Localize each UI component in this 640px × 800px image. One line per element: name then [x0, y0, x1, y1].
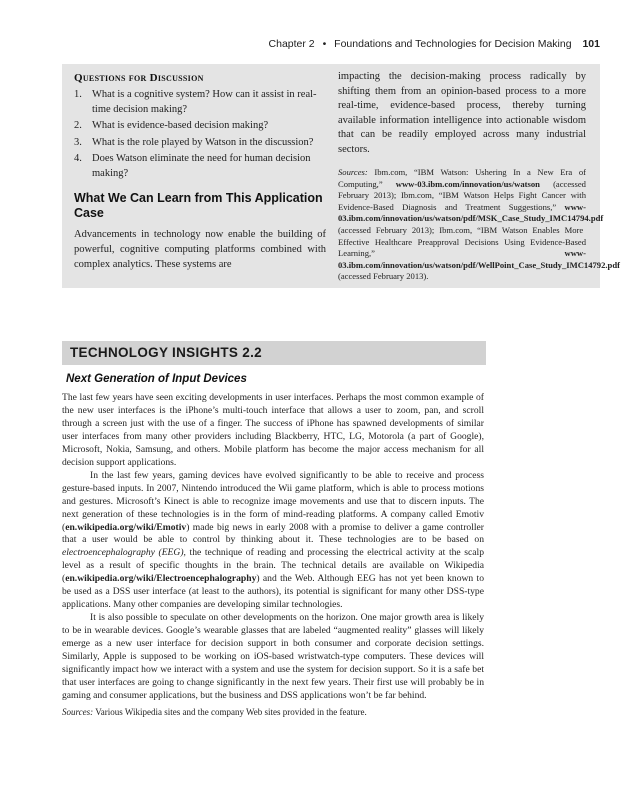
- question-item: [74, 88, 326, 117]
- question-item: [74, 119, 326, 134]
- question-text: What is evidence-based decision making?: [92, 120, 269, 131]
- sources-text: (accessed February 2013).: [338, 271, 429, 282]
- learn-heading: What We Can Learn from This Application Case: [74, 191, 323, 220]
- question-number: 4.: [74, 153, 82, 164]
- sources-label: Sources:: [62, 706, 94, 717]
- question-number: 1.: [74, 89, 82, 100]
- tech-insights-subtitle: Next Generation of Input Devices: [66, 373, 247, 385]
- question-item: [74, 152, 326, 181]
- body-text: the technique of reading and processing the electrical activity at the scalp level as a result of specific thoughts in the brain. The technical details are available on Wikipedia (: [62, 547, 484, 585]
- sources-label: Sources:: [338, 167, 368, 177]
- body-paragraph: It is also possible to speculate on other developments on the horizon. One major growth area is likely to be in wearable devices. Google’s wearable glasses that are labeled “augmented reality” glasses will likely emerge as a new user interface for decision support in both consumer and corporate decision settings. Similarly, Apple is supposed to be working on iOS-based wristwatch-type computers. These devices will significantly impact how we interact with a system and use the system for decision support. So it is a safe bet that user interfaces are going to change significantly in the next few years. Their first use will probably be in gaming and consumer applications, but the business and DSS applications won’t be far behind.: [62, 612, 484, 701]
- questions-list: [74, 88, 326, 181]
- application-case-box: [62, 64, 620, 288]
- case-right-column: [338, 70, 620, 283]
- learn-paragraph: Advancements in technology now enable the building of powerful, cognitive computing platforms combined with complex analytics. These systems are: [74, 229, 326, 270]
- body-paragraph: [62, 470, 484, 612]
- question-number: 3.: [74, 136, 82, 148]
- eeg-link[interactable]: en.wikipedia.org/wiki/Electroencephalography: [65, 573, 257, 585]
- sources-text: Various Wikipedia sites and the company Web sites provided in the feature.: [93, 706, 367, 717]
- emotiv-link[interactable]: en.wikipedia.org/wiki/Emotiv: [65, 521, 187, 533]
- tech-insights-title: TECHNOLOGY INSIGHTS 2.2: [70, 345, 262, 360]
- body-text: ) made big news in early 2008 with a promise to deliver a game controller that a user would be able to control by thinking about it. These technologies are to be based on: [62, 521, 484, 546]
- question-text: What is the role played by Watson in the discussion?: [92, 136, 314, 148]
- learn-paragraph-continued: impacting the decision-making process radically by shifting them from an opinion-based process to a more real-time, evidence-based process, thereby turning available information intelligence into actionable wisdom that can be readily employed across many industrial sectors.: [338, 71, 586, 155]
- tech-insights-header-bar: [62, 341, 486, 365]
- tech-insights-body: [62, 392, 484, 719]
- body-text: In the last few years, gaming devices have evolved significantly to be able to receive and process gesture-based inputs. In 2007, Nintendo introduced the Wii game platform, which is able to process motions and gestures. Microsoft’s Kinect is able to recognize image movements and use that to discern inputs. The next generation of these technologies is in the form of mind-reading platforms. A company called Emotiv (: [62, 469, 484, 533]
- eeg-term: electroencephalography (EEG),: [62, 547, 186, 559]
- question-text: What is a cognitive system? How can it assist in real-time decision making?: [92, 89, 317, 115]
- question-text: Does Watson eliminate the need for human decision making?: [92, 153, 311, 179]
- chapter-label: Chapter 2: [268, 38, 315, 50]
- case-sources: [338, 167, 620, 283]
- running-head: [269, 38, 600, 50]
- source-url[interactable]: www-03.ibm.com/innovation/us/watson/pdf/WellPoint_Case_Study_IMC14792.pdf: [338, 248, 620, 270]
- source-url[interactable]: www-03.ibm.com/innovation/us/watson: [395, 178, 540, 189]
- sources-text: (accessed February 2013); Ibm.com, “IBM Watson Enables More Effective Healthcare Preapproval Decisions Using Evidence-Based Learning,”: [338, 224, 586, 259]
- tech-insights-sources: [62, 706, 484, 719]
- sources-text: (accessed February 2013); Ibm.com, “IBM Watson Helps Fight Cancer with Evidence-Based Diagnosis and Treatment Suggestions,”: [338, 178, 586, 212]
- page-number: 101: [582, 38, 600, 50]
- question-item: [74, 136, 326, 151]
- sources-text: Ibm.com, “IBM Watson: Ushering In a New Era of Computing,”: [338, 167, 586, 189]
- questions-heading: Questions for Discussion: [74, 72, 204, 84]
- case-left-column: [74, 72, 326, 272]
- source-url[interactable]: www-03.ibm.com/innovation/us/watson/pdf/MSK_Case_Study_IMC14794.pdf: [338, 201, 604, 224]
- chapter-title: Foundations and Technologies for Decision Making: [334, 38, 572, 50]
- body-paragraph: The last few years have seen exciting developments in user interfaces. Perhaps the most common example of the new user interfaces is the iPhone’s multi-touch interface that allows a user to zoom, pan, and scroll through a screen just with the use of a finger. The success of iPhone has spawned developments of similar user interfaces from many other providers including Blackberry, HTC, LG, Motorola (a part of Google), Microsoft, Nokia, Samsung, and others. Mobile platform has become the major access mechanism for all decision support applications.: [62, 392, 484, 468]
- body-text: ) and the Web. Although EEG has not yet been known to be used as a DSS user interface (at least to the authors), its potential is significant for many other DSS-type applications. Many other companies are developing similar technologies.: [62, 573, 484, 611]
- question-number: 2.: [74, 120, 82, 131]
- bullet-separator: •: [322, 38, 327, 50]
